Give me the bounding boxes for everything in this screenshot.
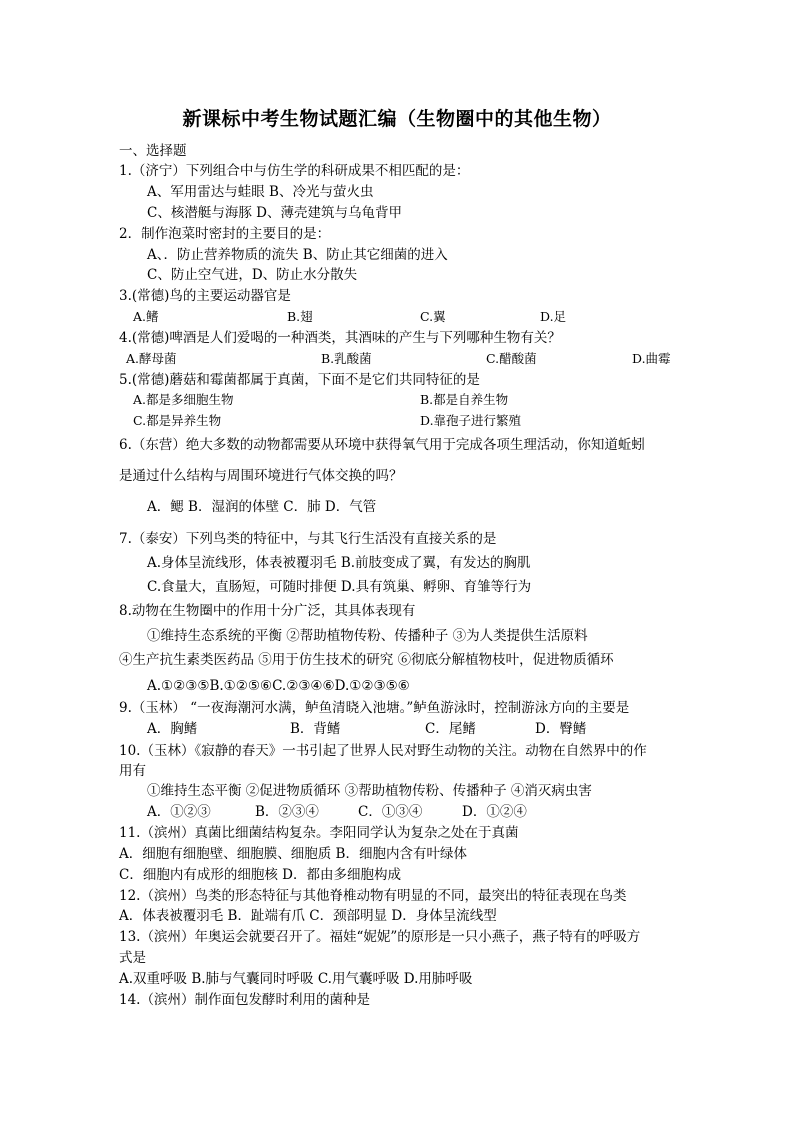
question-9-option-b: B．背鳍: [290, 721, 341, 737]
question-11-stem: 11.（滨州）真菌比细菌结构复杂。李阳同学认为复杂之处在于真菌: [119, 825, 519, 841]
question-4-option-b: B.乳酸菌: [321, 351, 372, 366]
question-7-options-row-2: C.食量大，直肠短，可随时排便 D.具有筑巢、孵卵、育雏等行为: [147, 579, 532, 595]
question-13-options: A.双重呼吸 B.肺与气囊同时呼吸 C.用气囊呼吸 D.用肺呼吸: [119, 971, 473, 987]
question-4-option-c: C.醋酸菌: [486, 351, 537, 366]
question-13-stem-line-2: 式是: [119, 950, 146, 966]
question-4-stem: 4.(常德)啤酒是人们爱喝的一种酒类，其酒味的产生与下列哪种生物有关？: [119, 330, 561, 346]
question-1-options-row-2: C、核潜艇与海豚 D、薄壳建筑与乌龟背甲: [147, 205, 402, 221]
question-3-option-c: C.翼: [420, 309, 446, 324]
question-5-option-c: C.都是异养生物: [133, 413, 222, 428]
question-8-items-row-1: ①维持生态系统的平衡 ②帮助植物传粉、传播种子 ③为人类提供生活原料: [147, 628, 588, 644]
question-9-option-d: D．臀鳍: [535, 721, 587, 737]
question-2-options-row-2: C、防止空气进，D、防止水分散失: [147, 267, 358, 283]
question-13-stem-line-1: 13.（滨州）年奥运会就要召开了。福娃“妮妮”的原形是一只小燕子，燕子特有的呼吸方: [119, 929, 641, 945]
question-8-options: A.①②③⑤B.①②⑤⑥C.②③④⑥D.①②③⑤⑥: [147, 678, 410, 694]
question-10-stem-line-2: 用有: [119, 763, 146, 779]
question-8-items-row-2: ④生产抗生素类医药品 ⑤用于仿生技术的研究 ⑥彻底分解植物枝叶，促进物质循环: [119, 652, 614, 668]
question-10-option-d: D．①②④: [462, 804, 527, 820]
section-heading: 一、选择题: [119, 143, 187, 159]
question-12-options: A．体表被覆羽毛 B．趾端有爪 C．颈部明显 D．身体呈流线型: [119, 908, 497, 924]
question-7-stem: 7.（泰安）下列鸟类的特征中，与其飞行生活没有直接关系的是: [119, 531, 497, 547]
question-6-options: A．鳃 B．湿润的体壁 C．肺 D．气管: [147, 499, 377, 515]
question-12-stem: 12.（滨州）鸟类的形态特征与其他脊椎动物有明显的不同，最突出的特征表现在鸟类: [119, 888, 627, 904]
question-6-stem-line-1: 6.（东营）绝大多数的动物都需要从环境中获得氧气用于完成各项生理活动，你知道蚯蚓: [119, 437, 645, 453]
question-2-stem: 2．制作泡菜时密封的主要目的是：: [119, 226, 331, 242]
question-3-option-a: A.鳍: [133, 309, 159, 324]
question-5-stem: 5.(常德)蘑菇和霉菌都属于真菌，下面不是它们共同特征的是: [119, 372, 480, 388]
question-1-options-row-1: A、军用雷达与蛙眼 B、冷光与萤火虫: [147, 184, 374, 200]
question-9-option-c: C．尾鳍: [425, 721, 476, 737]
question-10-option-c: C．①③④: [358, 804, 423, 820]
question-10-items: ①维持生态平衡 ②促进物质循环 ③帮助植物传粉、传播种子 ④消灭病虫害: [147, 783, 592, 799]
question-5-option-a: A.都是多细胞生物: [133, 392, 234, 407]
question-6-stem-line-2: 是通过什么结构与周围环境进行气体交换的吗？: [119, 468, 403, 484]
question-4-option-d: D.曲霉: [632, 351, 671, 366]
question-10-option-a: A．①②③: [147, 804, 211, 820]
question-8-stem: 8.动物在生物圈中的作用十分广泛，其具体表现有: [119, 603, 416, 619]
question-4-option-a: A.酵母菌: [126, 351, 177, 366]
question-14-stem: 14.（滨州）制作面包发酵时利用的菌种是: [119, 992, 370, 1008]
question-5-option-b: B.都是自养生物: [420, 392, 509, 407]
question-10-stem-line-1: 10.（玉林）《寂静的春天》一书引起了世界人民对野生动物的关注。动物在自然界中的作: [119, 743, 647, 759]
question-7-options-row-1: A.身体呈流线形，体表被覆羽毛 B.前肢变成了翼，有发达的胸肌: [147, 555, 531, 571]
question-1-stem: 1.（济宁）下列组合中与仿生学的科研成果不相匹配的是：: [119, 163, 470, 179]
question-5-option-d: D.靠孢子进行繁殖: [420, 413, 522, 428]
question-10-option-b: B．②③④: [255, 804, 319, 820]
question-3-option-d: D.足: [540, 309, 567, 324]
page-title: 新课标中考生物试题汇编（生物圈中的其他生物）: [182, 108, 612, 130]
question-9-stem: 9.（玉林） “一夜海潮河水满，鲈鱼清晓入池塘。”鲈鱼游泳时，控制游泳方向的主要是: [119, 700, 630, 716]
question-3-option-b: B.翅: [287, 309, 313, 324]
question-2-options-row-1: A、．防止营养物质的流失 B、防止其它细菌的进入: [147, 247, 448, 263]
question-11-options-row-2: C．细胞内有成形的细胞核 D．都由多细胞构成: [119, 867, 401, 883]
question-11-options-row-1: A．细胞有细胞壁、细胞膜、细胞质 B．细胞内含有叶绿体: [119, 846, 467, 862]
question-3-stem: 3.(常德)鸟的主要运动器官是: [119, 288, 291, 304]
question-9-option-a: A．胸鳍: [147, 721, 198, 737]
